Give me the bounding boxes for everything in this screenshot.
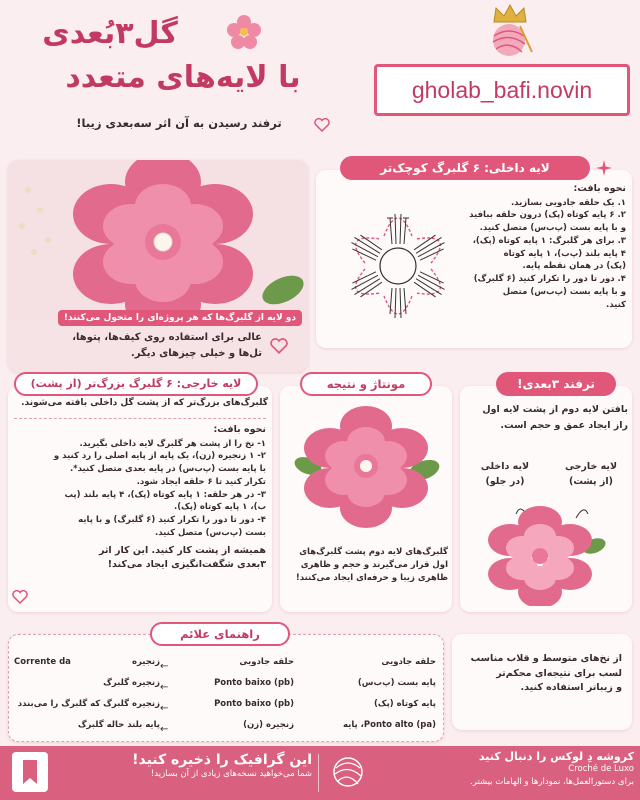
outer-layer-title: لایه خارجی: ۶ گلبرگ بزرگ‌تر (از پشت) bbox=[14, 372, 258, 396]
legend-right-column bbox=[300, 656, 436, 740]
outer-step-line: تکرار کنید تا ۶ حلقه ایجاد شود. bbox=[136, 476, 266, 487]
heart-icon bbox=[270, 338, 288, 354]
flower-decoration-icon bbox=[226, 14, 262, 50]
inner-label-line1: لایه داخلی bbox=[480, 461, 530, 472]
inner-step-line: کنید. bbox=[605, 299, 626, 310]
outer-label-line2: (از پشت) bbox=[568, 475, 613, 487]
inner-step-line: ۲. ۶ پایه کوتاه (پک) درون حلقه ببافید bbox=[469, 210, 626, 221]
page-title-line2: با لایه‌های متعدد bbox=[65, 60, 301, 95]
outer-step-line: ۲- ۱ زنجیره (زن)، یک پایه از پایه اصلی را رد کنید و bbox=[53, 451, 266, 462]
follow-handle: Croché de Luxo bbox=[568, 764, 634, 774]
yarn-ball-icon bbox=[328, 752, 368, 792]
inner-step-line: (پک) در همان نقطه پایه. bbox=[522, 261, 626, 272]
legend-arrow-row: پایه بلند حاله گلبرگ bbox=[77, 720, 160, 730]
legend-arrow-row: زنجیره گلبرگ که گلبرگ را می‌بندد bbox=[17, 699, 160, 709]
legend-row: Ponto alto (pa)، پایه bbox=[342, 720, 436, 730]
inner-step-line: ۴. دور تا دور را تکرار کنید (۶ گلبرگ) bbox=[473, 274, 626, 285]
legend-arrow-row bbox=[14, 656, 160, 677]
outer-step-line: ب)، ۱ پایه کوتاه (پک). bbox=[173, 502, 266, 513]
inner-step-line: ۳. برای هر گلبرگ: ۱ پایه کوتاه (پک)، bbox=[472, 235, 626, 246]
tip-line: و زیباتر استفاده کنید. bbox=[520, 682, 622, 694]
header bbox=[0, 0, 640, 150]
inner-steps bbox=[470, 182, 626, 311]
arrow-icon: ← bbox=[160, 724, 169, 735]
heart-icon bbox=[12, 590, 28, 604]
follow-block[interactable] bbox=[372, 750, 634, 789]
outer-step-line: ۳- در هر حلقه: ۱ پایه کوتاه (پک)، ۴ پایه بلند (پب bbox=[64, 489, 266, 500]
assembly-text bbox=[284, 546, 448, 584]
heart-icon bbox=[314, 118, 330, 132]
legend-row: Ponto baixo (pb) bbox=[214, 699, 294, 709]
subtitle: ترفند رسیدن به آن اثر سه‌بعدی زیبا! bbox=[76, 116, 282, 130]
outer-note-line2: ۳بعدی شگفت‌انگیزی ایجاد می‌کند! bbox=[107, 559, 266, 571]
legend-arrow-left: Corrente da bbox=[14, 657, 71, 667]
outer-label-line1: لایه خارجی bbox=[564, 461, 618, 472]
save-subtitle: شما می‌خواهید نسخه‌های زیادی از آن بسازید! bbox=[150, 769, 312, 779]
layer-diagram-flower bbox=[476, 496, 626, 606]
legend-mid-column bbox=[184, 656, 294, 740]
legend-row: حلقه جادویی bbox=[239, 657, 294, 667]
page-title-line1: گل۳بُعدی bbox=[42, 16, 178, 51]
inner-step-line: ۱. یک حلقه جادویی بسازید. bbox=[510, 197, 626, 208]
trick-line2: راز ایجاد عمق و حجم است. bbox=[500, 420, 628, 431]
inner-label bbox=[470, 460, 540, 489]
follow-subtitle: برای دستورالعمل‌ها، نمودارها و الهامات بیشتر. bbox=[470, 776, 634, 787]
assembly-line: اول قرار می‌گیرند و حجم و ظاهری bbox=[300, 559, 448, 570]
assembly-line: ظاهری زیبا و حرفه‌ای ایجاد می‌کنند! bbox=[295, 572, 448, 583]
bookmark-button[interactable] bbox=[12, 752, 48, 792]
outer-label bbox=[556, 460, 626, 489]
flower-photo bbox=[8, 160, 308, 320]
legend-row: Ponto baixo (pb) bbox=[214, 678, 294, 688]
inner-layer-diagram bbox=[318, 186, 478, 346]
assembly-flower-photo bbox=[284, 400, 448, 530]
legend-arrow-row: زنجیره گلبرگ bbox=[103, 678, 160, 688]
legend-row: حلقه جادویی bbox=[381, 657, 436, 667]
arrow-icon: ← bbox=[160, 661, 169, 672]
legend-row: پایه بست (پ‌ب‌س) bbox=[357, 678, 436, 688]
outer-step-line: ۴- دور تا دور را تکرار کنید (۶ گلبرگ) و با پایه bbox=[78, 515, 266, 526]
arrow-icon: ← bbox=[160, 703, 169, 714]
legend-row: پایه کوتاه (پک) bbox=[374, 699, 436, 709]
trick-line1: بافتن لایه دوم از پشت لایه اول bbox=[482, 404, 628, 415]
inner-steps-title: نحوه بافت: bbox=[573, 183, 626, 194]
photo-caption-line1: عالی برای استفاده روی کیف‌ها، پتوها، bbox=[72, 332, 262, 343]
bookmark-icon bbox=[12, 752, 48, 792]
outer-step-line: با پایه بست (پ‌ب‌س) در پایه بعدی متصل کنید*. bbox=[69, 464, 266, 475]
yarn-ball-icon bbox=[484, 22, 534, 58]
save-title: این گرافیک را ذخیره کنید! bbox=[132, 752, 312, 768]
instagram-handle-box[interactable] bbox=[374, 64, 630, 116]
legend-row: زنجیره (زن) bbox=[243, 720, 294, 730]
inner-step-line: و با پایه بست (پ‌ب‌س) متصل کنید. bbox=[479, 223, 626, 234]
inner-step-line: و با پایه بست (پ‌ب‌س) متصل bbox=[502, 286, 626, 297]
assembly-title: مونتاژ و نتیجه bbox=[300, 372, 432, 396]
inner-label-line2: (در جلو) bbox=[485, 475, 525, 487]
outer-note-line1: همیشه از پشت کار کنید. این کار اثر bbox=[98, 544, 266, 556]
instagram-handle: gholab_bafi.novin bbox=[411, 77, 593, 103]
legend-left-column bbox=[14, 656, 160, 740]
sparkle-icon bbox=[596, 160, 612, 176]
inner-step-line: ۴ پایه بلند (پ‌ب)، ۱ پایه کوتاه bbox=[503, 248, 626, 259]
tip-line: لسب برای نتیجه‌ای محکم‌تر bbox=[496, 667, 622, 679]
legend-arrow-column bbox=[160, 656, 184, 740]
follow-title: کروشه دِ لوکس را دنبال کنید bbox=[478, 750, 634, 763]
assembly-line: گلبرگ‌های لایه دوم پشت گلبرگ‌های bbox=[299, 547, 448, 557]
trick-title: ترفند ۳بعدی! bbox=[496, 372, 616, 396]
outer-step-line: بست (پ‌ب‌س) متصل کنید. bbox=[154, 527, 266, 538]
legend-title: راهنمای علائم bbox=[150, 622, 290, 646]
photo-caption-highlight: دو لایه از گلبرگ‌ها که هر پروژه‌ای را متحول می‌کنند! bbox=[58, 310, 302, 326]
outer-step-line: ۱- نخ را از پشت هر گلبرگ لایه داخلی بگیرید. bbox=[79, 438, 266, 449]
flower-photo-card bbox=[8, 160, 308, 372]
outer-steps-title: نحوه بافت: bbox=[213, 424, 266, 435]
tip-line: از نخ‌های متوسط و قلاب مناسب bbox=[470, 653, 622, 664]
outer-intro: گلبرگ‌های بزرگ‌تر که از پشت گل داخلی بافته می‌شوند. bbox=[21, 398, 268, 408]
photo-caption-line2: تل‌ها و خیلی چیزهای دیگر. bbox=[130, 348, 262, 359]
arrow-icon: ← bbox=[160, 682, 169, 693]
save-block bbox=[52, 752, 312, 781]
tip-card bbox=[452, 634, 632, 730]
inner-layer-title: لایه داخلی: ۶ گلبرگ کوچک‌تر bbox=[340, 156, 590, 180]
legend-arrow-right: زنجیره bbox=[132, 657, 160, 667]
outer-steps bbox=[14, 418, 266, 573]
footer-divider bbox=[318, 754, 319, 792]
